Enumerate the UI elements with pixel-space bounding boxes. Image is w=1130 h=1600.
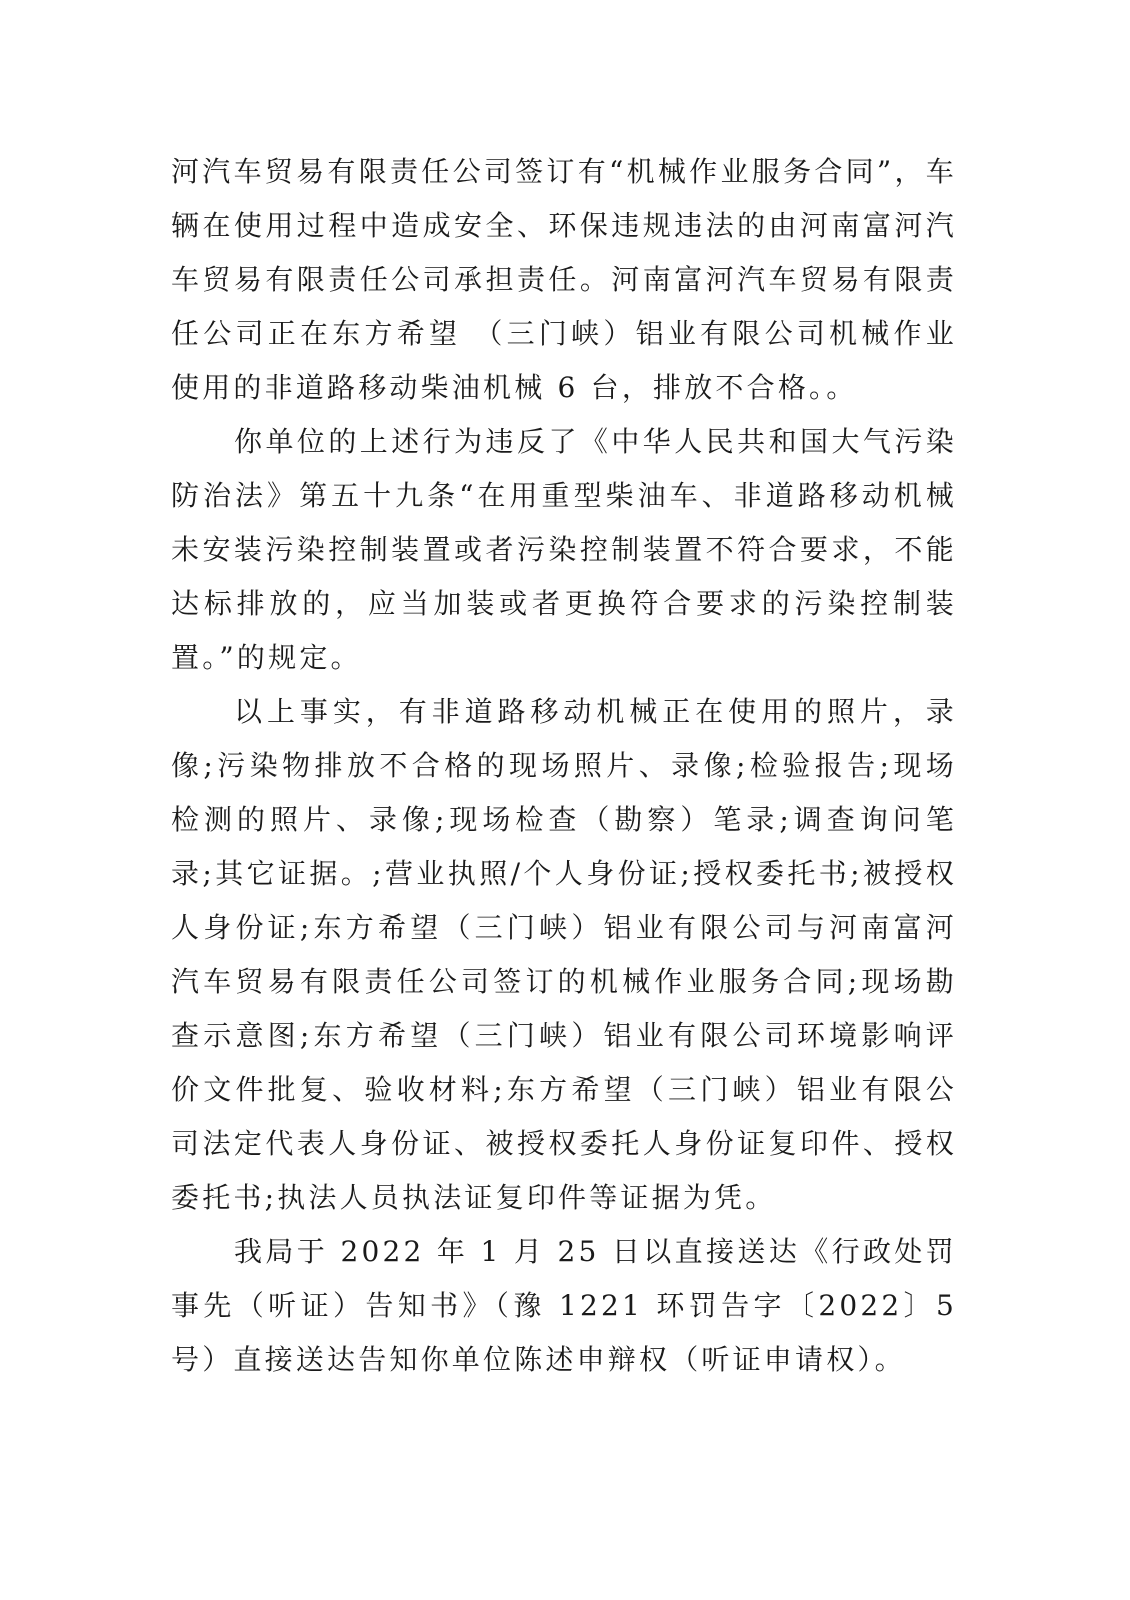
paragraph-legal-violation: 你单位的上述行为违反了《中华人民共和国大气污染防治法》第五十九条“在用重型柴油车、非道路移动机械未安装污染控制装置或者污染控制装置不符合要求，不能达标排放的，应当加装或者更换符合要求的污染控制装置。”的规定。 — [171, 425, 957, 674]
paragraph-evidence-list: 以上事实，有非道路移动机械正在使用的照片，录像;污染物排放不合格的现场照片、录像;检验报告;现场检测的照片、录像;现场检查（勘察）笔录;调查询问笔录;其它证据。;营业执照/个人身份证;授权委托书;被授权人身份证;东方希望（三门峡）铝业有限公司与河南富河汽车贸易有限责任公司签订的机械作业服务合同;现场勘查示意图;东方希望（三门峡）铝业有限公司环境影响评价文件批复、验收材料;东方希望（三门峡）铝业有限公司法定代表人身份证、被授权委托人身份证复印件、授权委托书;执法人员执法证复印件等证据为凭。 — [171, 695, 957, 1214]
paragraph-contract-liability: 河汽车贸易有限责任公司签订有“机械作业服务合同”，车辆在使用过程中造成安全、环保违规违法的由河南富河汽车贸易有限责任公司承担责任。河南富河汽车贸易有限责任公司正在东方希望 （三门峡）铝业有限公司机械作业使用的非道路移动柴油机械 6 台，排放不合格。。 — [171, 155, 957, 404]
document-body — [171, 145, 957, 1387]
paragraph-notification: 我局于 2022 年 1 月 25 日以直接送达《行政处罚事先（听证）告知书》（豫 1221 环罚告字〔2022〕5 号）直接送达告知你单位陈述申辩权（听证申请权）。 — [171, 1235, 957, 1376]
